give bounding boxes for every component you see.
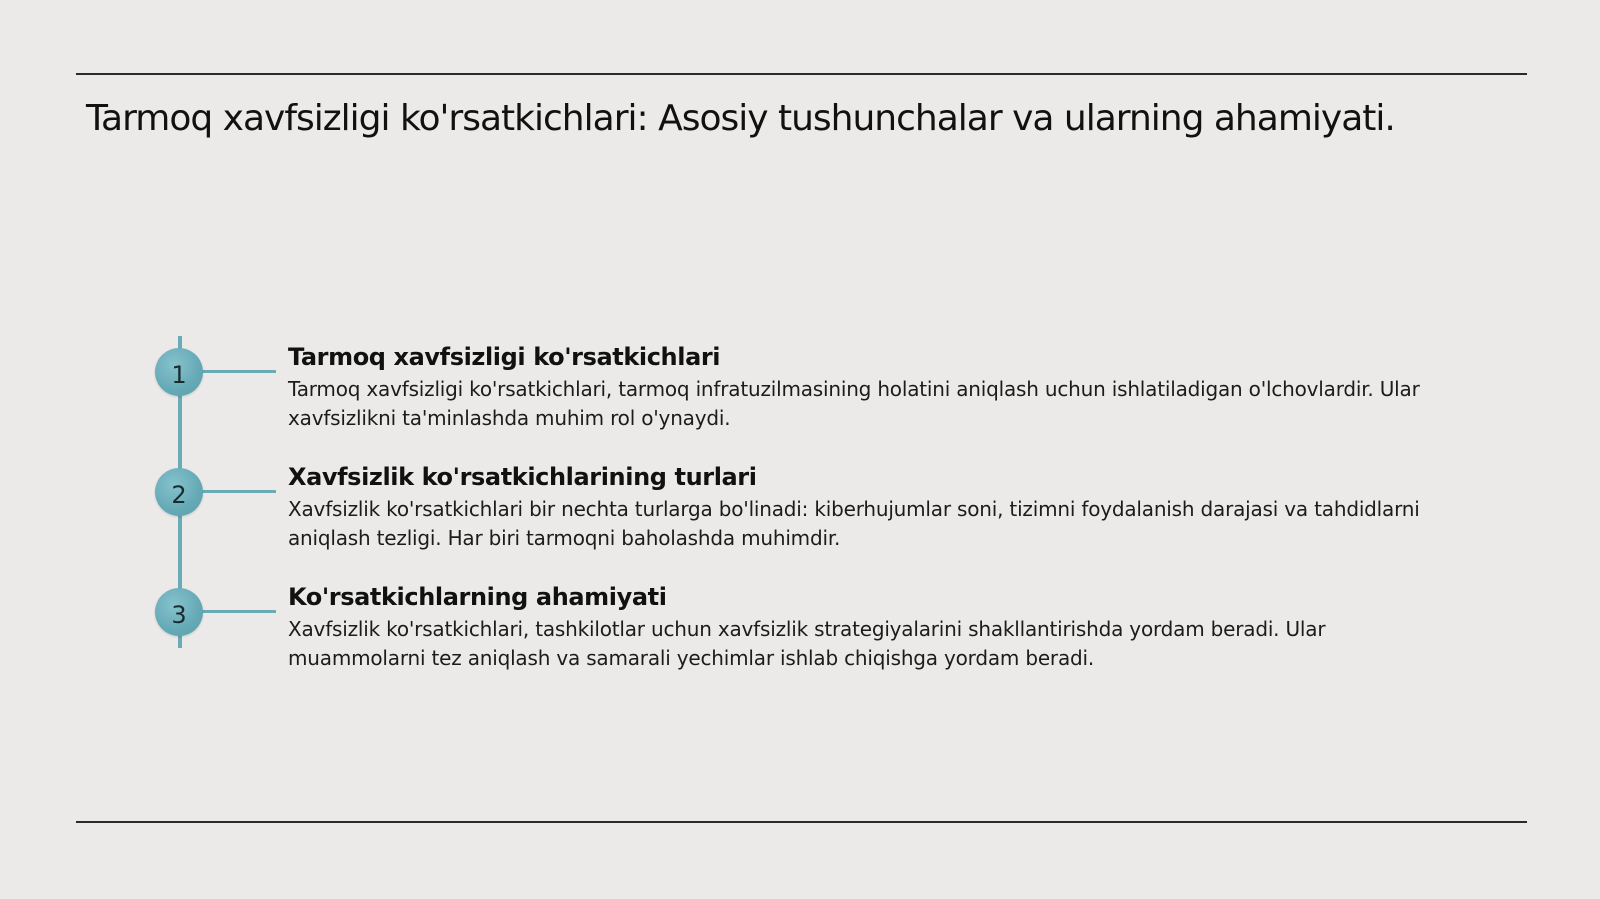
timeline-connector-1	[198, 370, 276, 373]
timeline-connector-3	[198, 610, 276, 613]
step-heading: Xavfsizlik ko'rsatkichlarining turlari	[288, 463, 757, 491]
step-number-badge-2	[155, 468, 203, 516]
timeline-step-3	[288, 581, 1468, 673]
step-number: 1	[171, 361, 187, 389]
timeline-step-1	[288, 341, 1468, 433]
step-description: Tarmoq xavfsizligi ko'rsatkichlari, tarmoq infratuzilmasining holatini aniqlash uchun ishlatiladigan o'lchovlardir. Ular xavfsizlikni ta'minlashda muhim rol o'ynaydi.	[288, 377, 1420, 430]
bottom-divider	[76, 821, 1527, 823]
timeline-connector-2	[198, 490, 276, 493]
step-number: 3	[171, 601, 187, 629]
slide-title: Tarmoq xavfsizligi ko'rsatkichlari: Asosiy tushunchalar va ularning ahamiyati.	[86, 98, 1395, 139]
timeline-step-2	[288, 461, 1468, 553]
step-number-badge-3	[155, 588, 203, 636]
step-description: Xavfsizlik ko'rsatkichlari bir nechta turlarga bo'linadi: kiberhujumlar soni, tizimni foydalanish darajasi va tahdidlarni aniqlash tezligi. Har biri tarmoqni baholashda muhimdir.	[288, 497, 1420, 550]
step-number-badge-1	[155, 348, 203, 396]
top-divider	[76, 73, 1527, 75]
step-heading: Tarmoq xavfsizligi ko'rsatkichlari	[288, 343, 721, 371]
step-heading: Ko'rsatkichlarning ahamiyati	[288, 583, 667, 611]
step-description: Xavfsizlik ko'rsatkichlari, tashkilotlar uchun xavfsizlik strategiyalarini shakllantirishda yordam beradi. Ular muammolarni tez aniqlash va samarali yechimlar ishlab chiqishga yordam beradi.	[288, 617, 1326, 670]
step-number: 2	[171, 481, 187, 509]
